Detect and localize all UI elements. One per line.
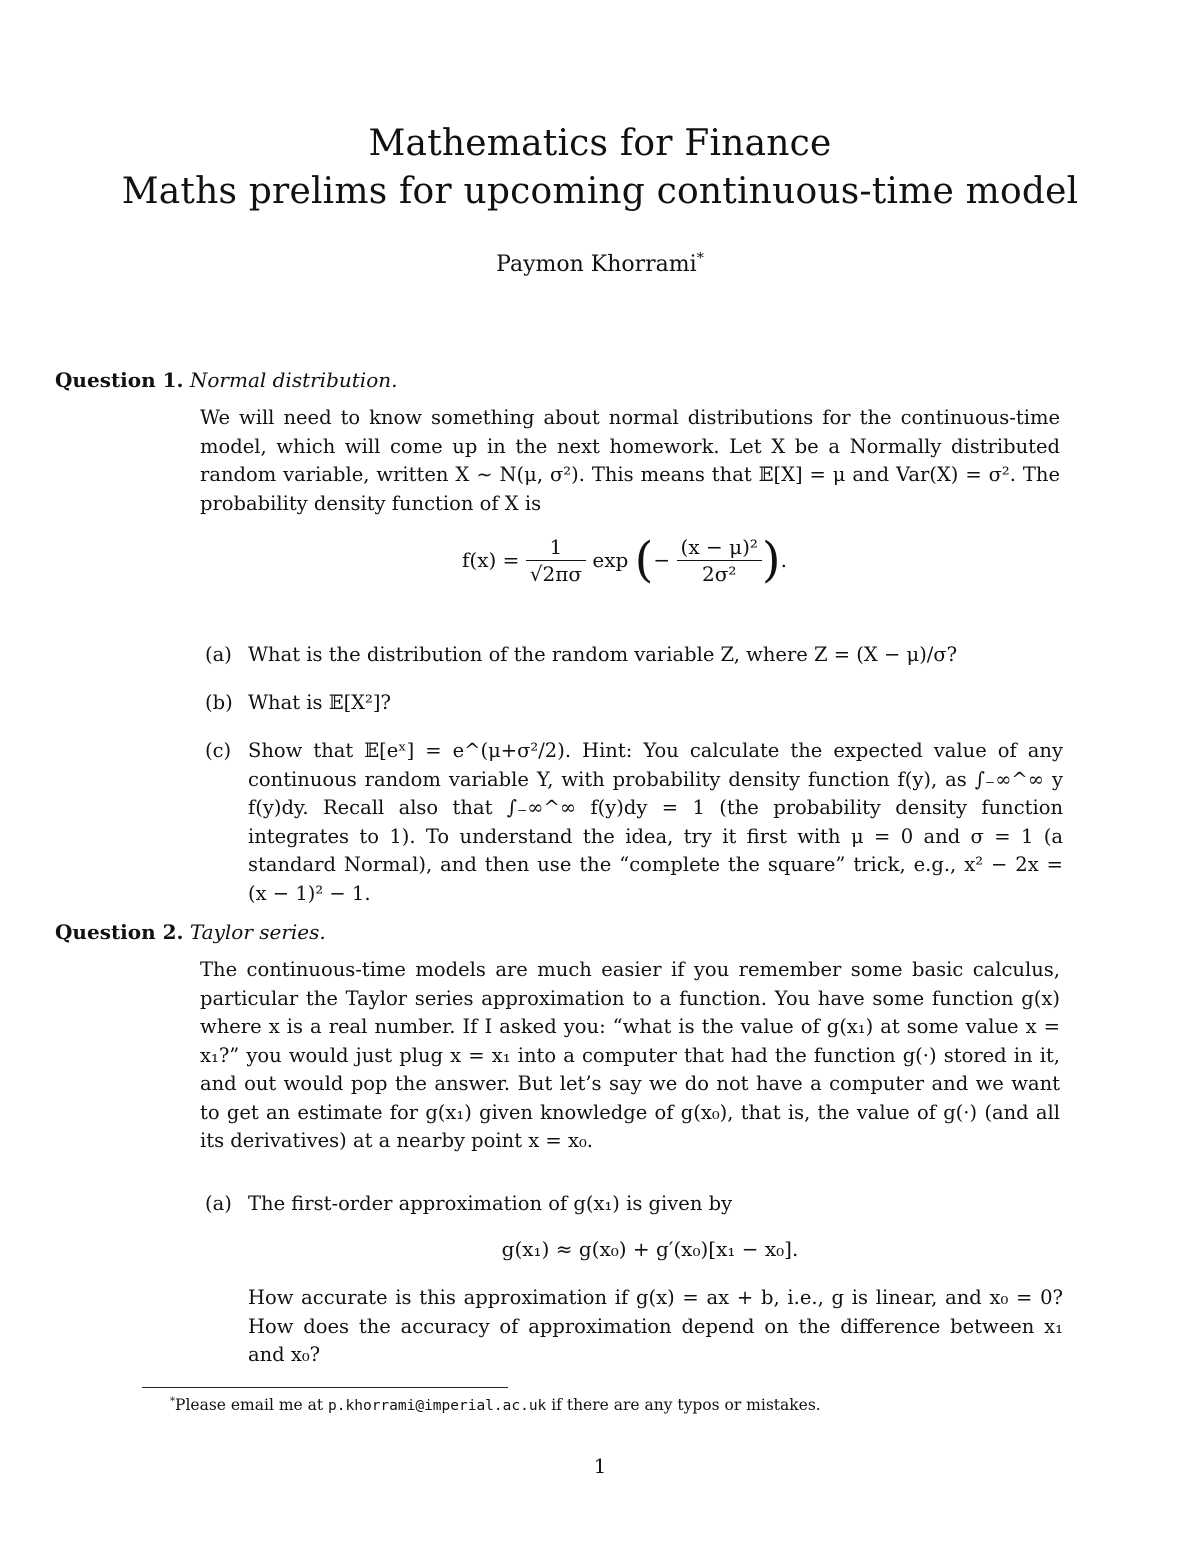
footnote-rule xyxy=(142,1387,508,1388)
pdf-denominator: √2πσ xyxy=(529,561,583,586)
footnote-text-before: Please email me at xyxy=(175,1396,329,1414)
pdf-fraction xyxy=(526,534,586,587)
question-2-intro: The continuous-time models are much easier if you remember some basic calculus, particular the Taylor series approximation to a function. You have some function g(x) where x is a real number. If I asked you: “what is the value of g(x₁) at some value x = x₁?” you would just plug x = x₁ into a computer that had the function g(·) stored in it, and out would pop the answer. But let’s say we do not have a computer and we want to get an estimate for g(x₁) given knowledge of g(x₀), that is, the value of g(·) (and all its derivatives) at a nearby point x = x₀. xyxy=(200,958,1060,1152)
q1-item-c-text: Show that 𝔼[eˣ] = e^(μ+σ²/2). Hint: You calculate the expected value of any continuous random variable Y, with probability density function f(y), as ∫₋∞^∞ y f(y)dy. Recall also that ∫₋∞^∞ f(y)dy = 1 (the probability density function integrates to 1). To understand the idea, try it first with μ = 0 and σ = 1 (a standard Normal), and then use the “complete the square” trick, e.g., x² − 2x = (x − 1)² − 1. xyxy=(248,739,1063,905)
pdf-exp: exp xyxy=(592,548,629,572)
q1-item-a-label: (a) xyxy=(205,643,232,666)
footnote xyxy=(170,1396,821,1414)
q1-item-a-text: What is the distribution of the random variable Z, where Z = (X − μ)/σ? xyxy=(248,643,958,666)
page-number: 1 xyxy=(593,1454,607,1478)
question-2-heading xyxy=(55,920,326,944)
q2-item-a-followup-text: How accurate is this approximation if g(x) = ax + b, i.e., g is linear, and x₀ = 0? How does the accuracy of approximation depend on the difference between x₁ and x₀? xyxy=(248,1286,1063,1366)
question-1-topic: Normal distribution. xyxy=(189,368,398,392)
pdf-end: . xyxy=(780,548,787,572)
pdf-lhs: f(x) = xyxy=(462,548,520,572)
minus-sign: − xyxy=(653,548,671,572)
question-2-topic: Taylor series. xyxy=(189,920,326,944)
pdf-equation xyxy=(462,532,787,588)
title-line-2: Maths prelims for upcoming continuous-time model xyxy=(121,171,1079,212)
footnote-email-link[interactable]: p.khorrami@imperial.ac.uk xyxy=(328,1398,547,1414)
q2-item-a-followup xyxy=(205,1284,1063,1370)
q1-item-c xyxy=(205,737,1063,908)
pdf-exponent-numerator: (x − μ)² xyxy=(677,534,762,561)
pdf-numerator: 1 xyxy=(526,534,586,561)
question-1-heading xyxy=(55,368,397,392)
author-name: Paymon Khorrami xyxy=(496,252,697,277)
title-line-1: Mathematics for Finance xyxy=(368,123,832,164)
footnote-text-after: if there are any typos or mistakes. xyxy=(546,1396,821,1414)
q1-item-c-label: (c) xyxy=(205,739,232,762)
q1-item-b-text: What is 𝔼[X²]? xyxy=(248,691,391,714)
q1-item-b xyxy=(205,689,1063,718)
question-1-label: Question 1. xyxy=(55,368,184,392)
pdf-exponent-fraction xyxy=(677,534,762,587)
footnote-mark: * xyxy=(170,1395,176,1407)
taylor-approx-equation: g(x₁) ≈ g(x₀) + g′(x₀)[x₁ − x₀]. xyxy=(501,1237,799,1261)
q2-item-a xyxy=(205,1190,1063,1219)
q1-item-b-label: (b) xyxy=(205,691,233,714)
author-footnote-mark: * xyxy=(696,250,704,267)
author xyxy=(0,252,1200,277)
pdf-exponent-denominator: 2σ² xyxy=(702,561,737,586)
q2-item-a-label: (a) xyxy=(205,1192,232,1215)
q1-item-a xyxy=(205,641,1063,670)
question-1-intro: We will need to know something about normal distributions for the continuous-time model, which will come up in the next homework. Let X be a Normally distributed random variable, written X ∼ N(μ, σ²). This means that 𝔼[X] = μ and Var(X) = σ². The probability density function of X is xyxy=(200,406,1060,515)
left-paren: ( xyxy=(634,532,654,588)
question-2-label: Question 2. xyxy=(55,920,184,944)
right-paren: ) xyxy=(761,532,781,588)
q2-item-a-text: The first-order approximation of g(x₁) is given by xyxy=(248,1192,733,1215)
